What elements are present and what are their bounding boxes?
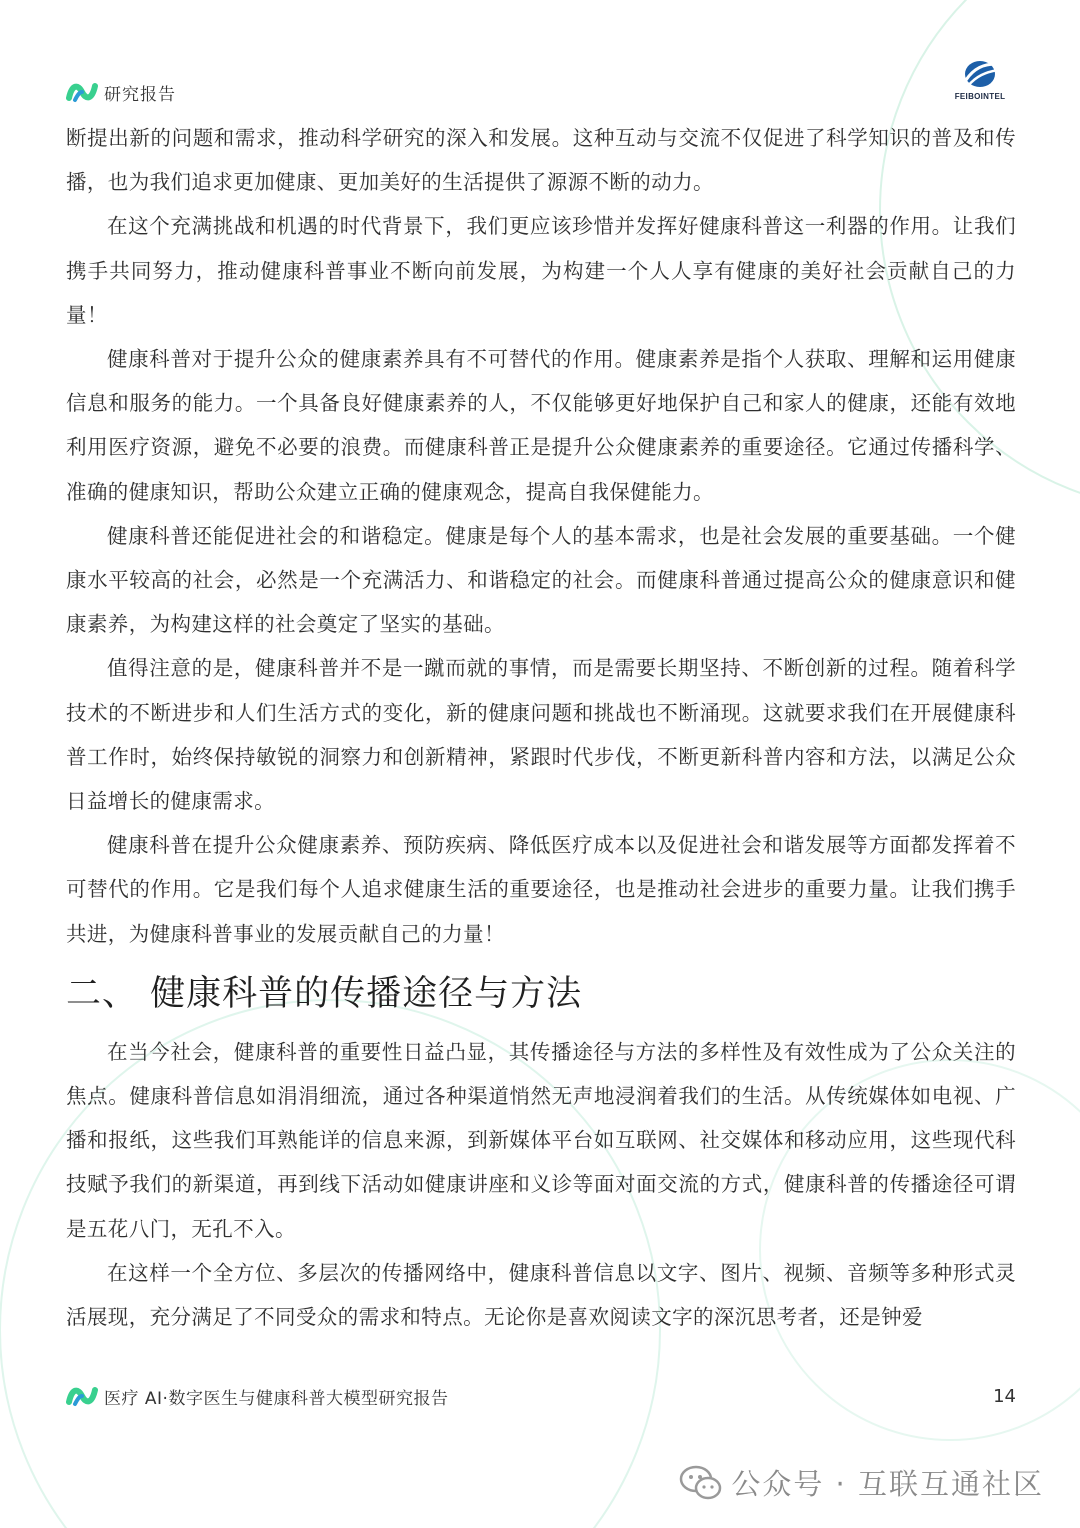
page-number: 14 xyxy=(993,1385,1016,1407)
paragraph: 健康科普还能促进社会的和谐稳定。健康是每个人的基本需求，也是社会发展的重要基础。一个健康水平较高的社会，必然是一个充满活力、和谐稳定的社会。而健康科普通过提高公众的健康意识和健康素养，为构建这样的社会奠定了坚实的基础。 xyxy=(66,523,1016,637)
feibointel-logo-icon xyxy=(960,58,1000,90)
brand-name: FEIBOINTEL xyxy=(954,92,1006,101)
brand-logo xyxy=(952,58,1008,101)
paragraph: 健康科普在提升公众健康素养、预防疾病、降低医疗成本以及促进社会和谐发展等方面都发挥着不可替代的作用。它是我们每个人追求健康生活的重要途径，也是推动社会进步的重要力量。让我们携手共进，为健康科普事业的发展贡献自己的力量！ xyxy=(66,833,1016,946)
wechat-icon xyxy=(679,1463,723,1503)
page-header xyxy=(66,76,176,108)
report-body xyxy=(66,116,1016,1339)
report-logo-icon xyxy=(66,1380,98,1412)
paragraph: 健康科普对于提升公众的健康素养具有不可替代的作用。健康素养是指个人获取、理解和运用健康信息和服务的能力。一个具备良好健康素养的人，不仅能够更好地保护自己和家人的健康，还能有效地利用医疗资源，避免不必要的浪费。而健康科普正是提升公众健康素养的重要途径。它通过传播科学、准确的健康知识，帮助公众建立正确的健康观念，提高自我保健能力。 xyxy=(66,347,1016,504)
footer-title: 医疗 AI·数字医生与健康科普大模型研究报告 xyxy=(104,1388,449,1409)
paragraph-continuation: 断提出新的问题和需求，推动科学研究的深入和发展。这种互动与交流不仅促进了科学知识的普及和传播，也为我们追求更加健康、更加美好的生活提供了源源不断的动力。 xyxy=(66,126,1016,195)
wechat-watermark xyxy=(679,1462,1044,1503)
page-footer xyxy=(66,1380,1016,1412)
report-logo-icon xyxy=(66,76,98,108)
paragraph: 在这个充满挑战和机遇的时代背景下，我们更应该珍惜并发挥好健康科普这一利器的作用。让我们携手共同努力，推动健康科普事业不断向前发展，为构建一个人人享有健康的美好社会贡献自己的力量！ xyxy=(66,214,1016,327)
paragraph: 在这样一个全方位、多层次的传播网络中，健康科普信息以文字、图片、视频、音频等多种形式灵活展现，充分满足了不同受众的需求和特点。无论你是喜欢阅读文字的深沉思考者，还是钟爱 xyxy=(66,1260,1016,1330)
watermark-text: 公众号 · 互联互通社区 xyxy=(731,1467,1044,1501)
paragraph: 在当今社会，健康科普的重要性日益凸显，其传播途径与方法的多样性及有效性成为了公众关注的焦点。健康科普信息如涓涓细流，通过各种渠道悄然无声地浸润着我们的生活。从传统媒体如电视、广播和报纸，这些我们耳熟能详的信息来源，到新媒体平台如互联网、社交媒体和移动应用，这些现代科技赋予我们的新渠道，再到线下活动如健康讲座和义诊等面对面交流的方式，健康科普的传播途径可谓是五花八门，无孔不入。 xyxy=(66,1039,1016,1241)
paragraph: 值得注意的是，健康科普并不是一蹴而就的事情，而是需要长期坚持、不断创新的过程。随着科学技术的不断进步和人们生活方式的变化，新的健康问题和挑战也不断涌现。这就要求我们在开展健康科普工作时，始终保持敏锐的洞察力和创新精神，紧跟时代步伐，不断更新科普内容和方法，以满足公众日益增长的健康需求。 xyxy=(66,656,1016,814)
header-title: 研究报告 xyxy=(104,84,176,105)
section-heading: 二、 健康科普的传播途径与方法 xyxy=(66,973,583,1014)
